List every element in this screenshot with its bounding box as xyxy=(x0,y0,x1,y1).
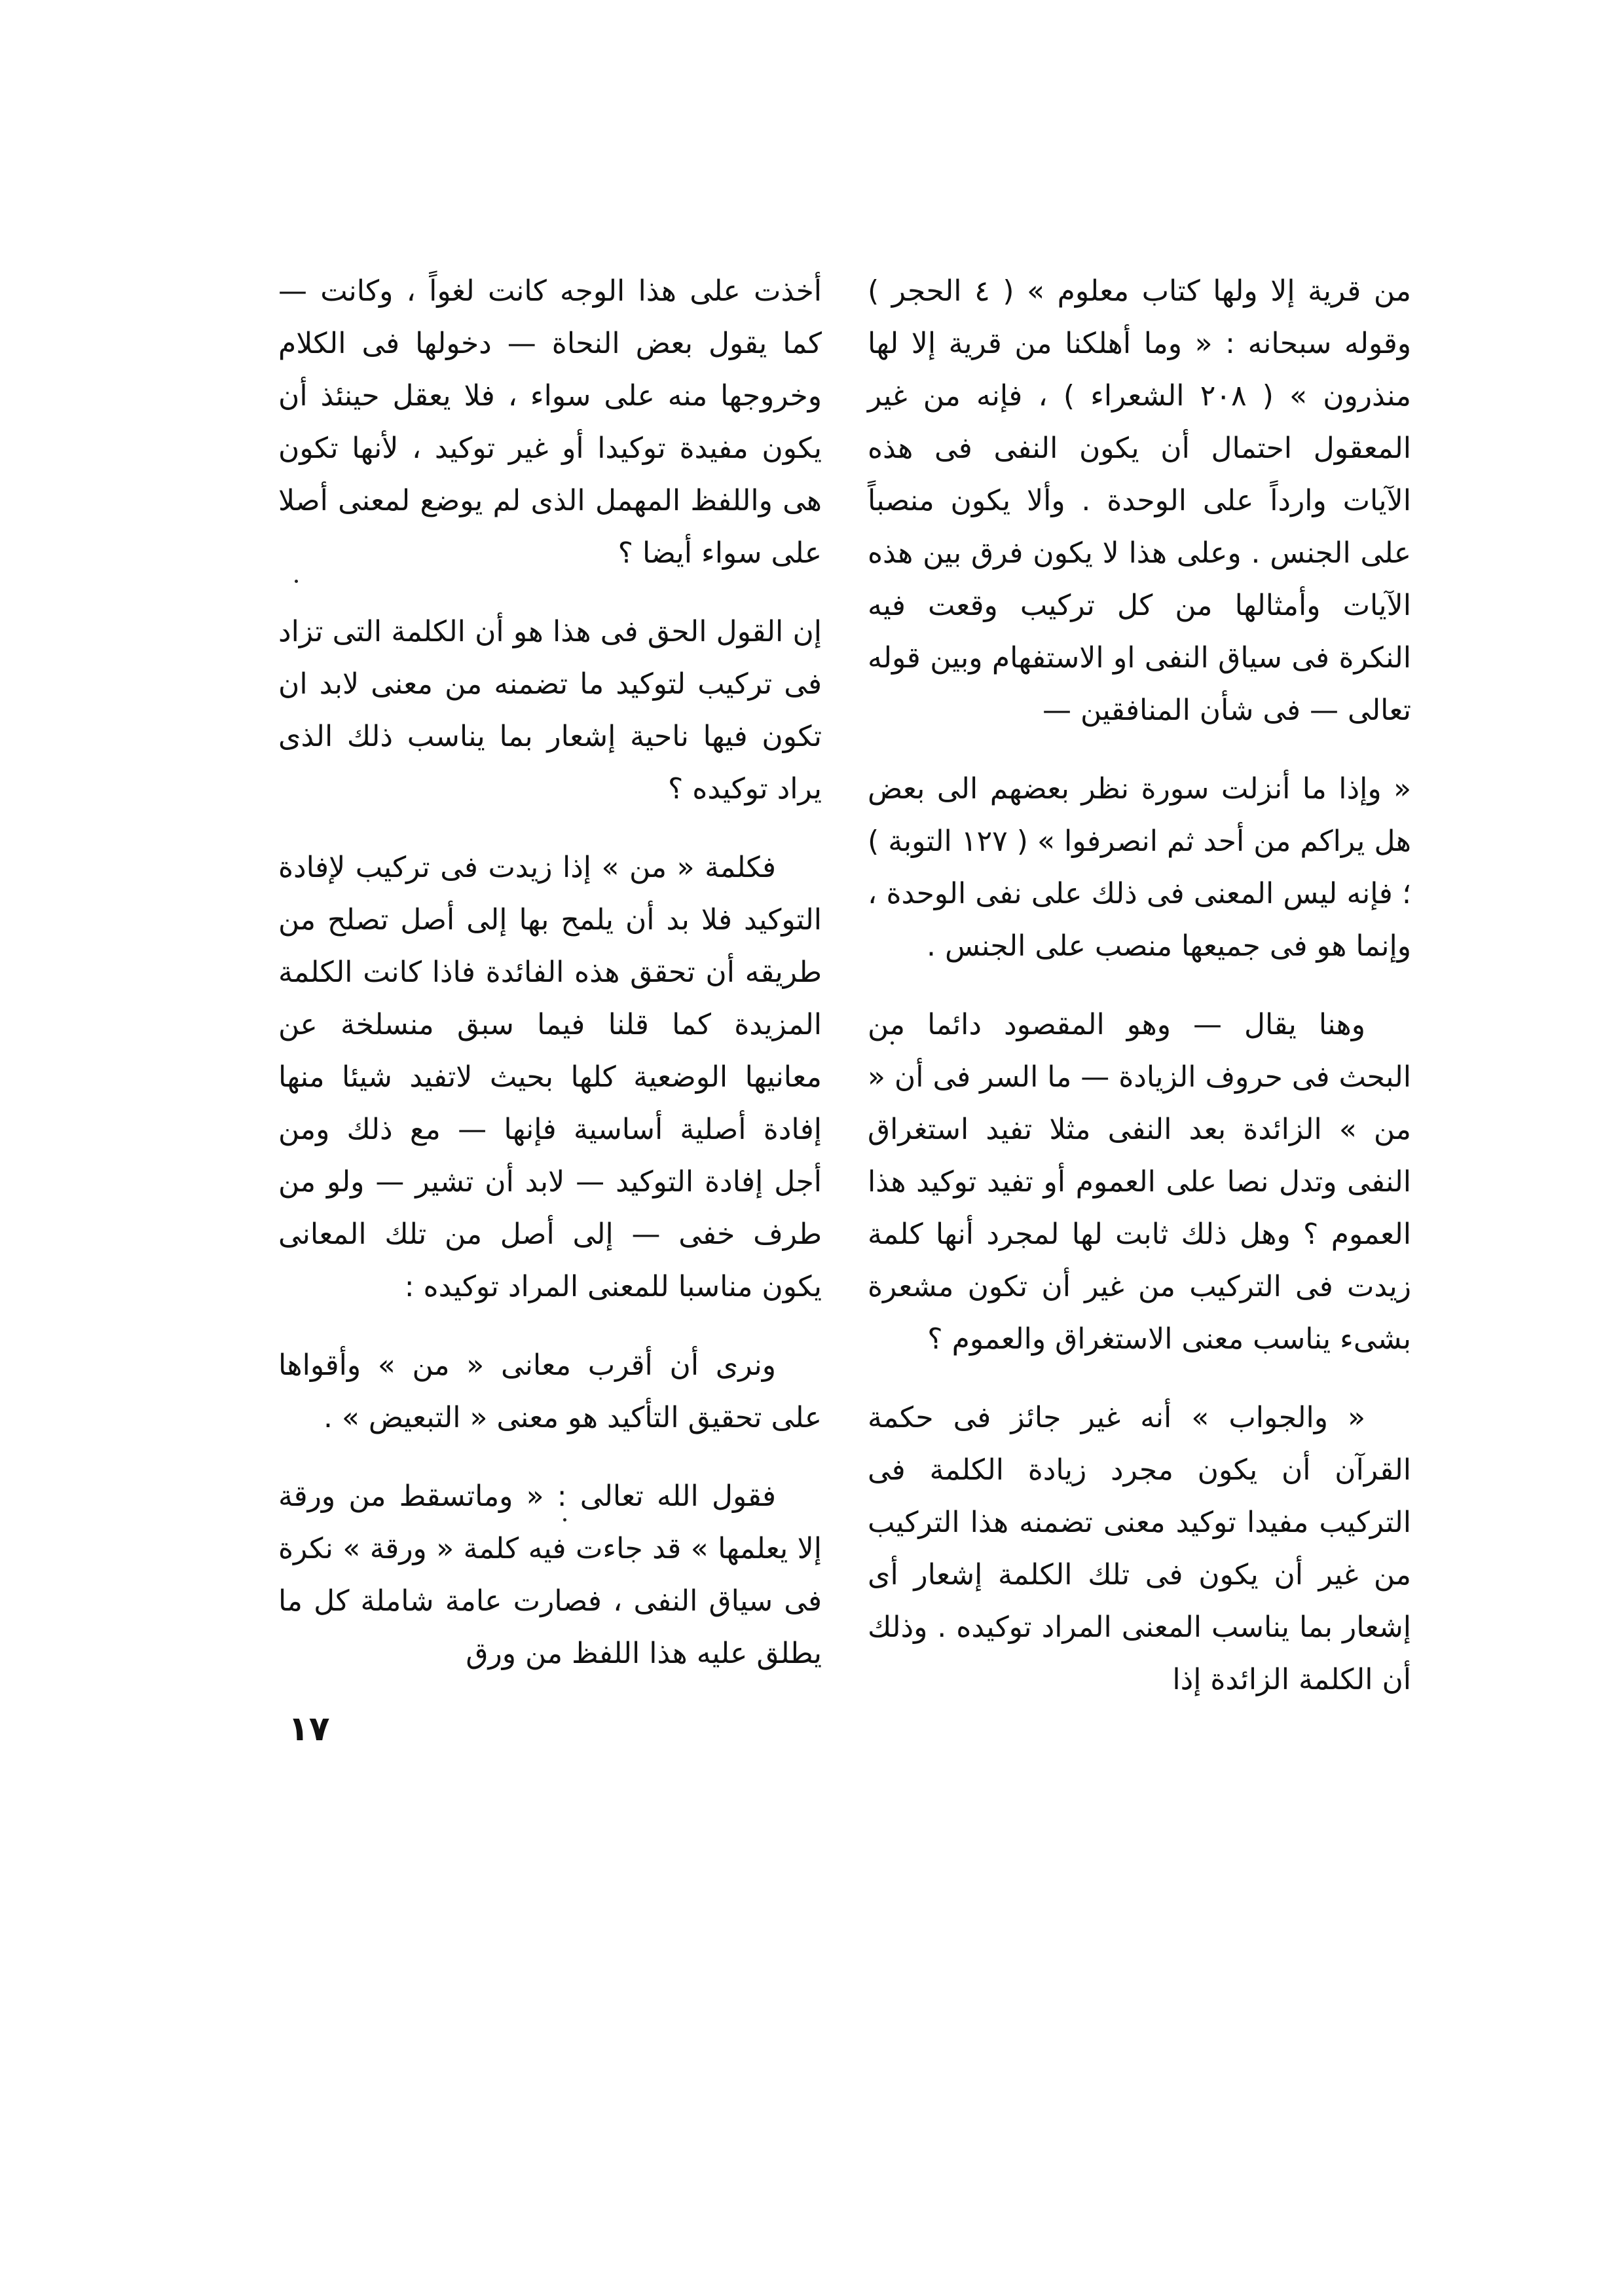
paragraph: إن القول الحق فى هذا هو أن الكلمة التى تزاد فى تركيب لتوكيد ما تضمنه من معنى لابد ان تكون فيها ناحية إشعار بما يناسب ذلك الذى يراد توكيده ؟ xyxy=(278,615,822,806)
quran-quote-paragraph: « وإذا ما أنزلت سورة نظر بعضهم الى بعض هل يراكم من أحد ثم انصرفوا » ( ١٢٧ التوبة ) ؛ فإنه ليس المعنى فى ذلك على نفى الوحدة ، وإنما هو فى جميعها منصب على الجنس . xyxy=(868,772,1411,963)
paragraph: فقول الله تعالى : « وماتسقط من ورقة إلا يعلمها » قد جاءت فيه كلمة « ورقة » نكرة فى سياق النفى ، فصارت عامة شاملة كل ما يطلق عليه هذا اللفظ من ورق xyxy=(278,1480,822,1670)
paragraph: فكلمة « من » إذا زيدت فى تركيب لإفادة التوكيد فلا بد أن يلمح بها إلى أصل تصلح من طريقه أن تحقق هذه الفائدة فاذا كانت الكلمة المزيدة كما قلنا فيما سبق منسلخة عن معانيها الوضعية كلها بحيث لاتفيد شيئا منها إفادة أصلية أساسية فإنها — مع ذلك ومن أجل إفادة التوكيد — لابد أن تشير — ولو من طرف خفى — إلى أصل من تلك المعانى يكون مناسبا للمعنى المراد توكيده : xyxy=(278,851,822,1303)
paragraph: وهنا يقال — وهو المقصود دائما من البحث فى حروف الزيادة — ما السر فى أن « من » الزائدة بعد النفى مثلا تفيد استغراق النفى وتدل نصا على العموم أو تفيد توكيد هذا العموم ؟ وهل ذلك ثابت لها لمجرد أنها كلمة زيدت فى التركيب من غير أن تكون مشعرة بشىء يناسب معنى الاستغراق والعموم ؟ xyxy=(868,1008,1411,1356)
paragraph: من قرية إلا ولها كتاب معلوم » ( ٤ الحجر ) وقوله سبحانه : « وما أهلكنا من قرية إلا لها منذرون » ( ٢٠٨ الشعراء ) ، فإنه من غير المعقول احتمال أن يكون النفى فى هذه الآيات وارداً على الوحدة . وألا يكون منصباً على الجنس . وعلى هذا لا يكون فرق بين هذه الآيات وأمثالها من كل تركيب وقعت فيه النكرة فى سياق النفى او الاستفهام وبين قوله تعالى — فى شأن المنافقين — xyxy=(868,274,1411,727)
print-speck xyxy=(891,1041,894,1045)
print-speck xyxy=(563,1518,566,1521)
paragraph: ونرى أن أقرب معانى « من » وأقواها على تحقيق التأكيد هو معنى « التبعيض » . xyxy=(278,1349,822,1434)
paragraph: أخذت على هذا الوجه كانت لغواً ، وكانت — كما يقول بعض النحاة — دخولها فى الكلام وخروجها منه على سواء ، فلا يعقل حينئذ أن يكون مفيدة توكيدا أو غير توكيد ، لأنها تكون هى واللفظ المهمل الذى لم يوضع لمعنى أصلا على سواء أيضا ؟ xyxy=(278,274,822,570)
print-speck xyxy=(295,580,298,583)
right-column xyxy=(868,265,1411,1732)
paragraph: « والجواب » أنه غير جائز فى حكمة القرآن أن يكون مجرد زيادة الكلمة فى التركيب مفيدا توكيد معنى تضمنه هذا التركيب من غير أن يكون فى تلك الكلمة إشعار أى إشعار بما يناسب المعنى المراد توكيده . وذلك أن الكلمة الزائدة إذا xyxy=(868,1401,1411,1696)
page-number: ١٧ xyxy=(288,1709,330,1749)
left-column xyxy=(278,265,822,1706)
